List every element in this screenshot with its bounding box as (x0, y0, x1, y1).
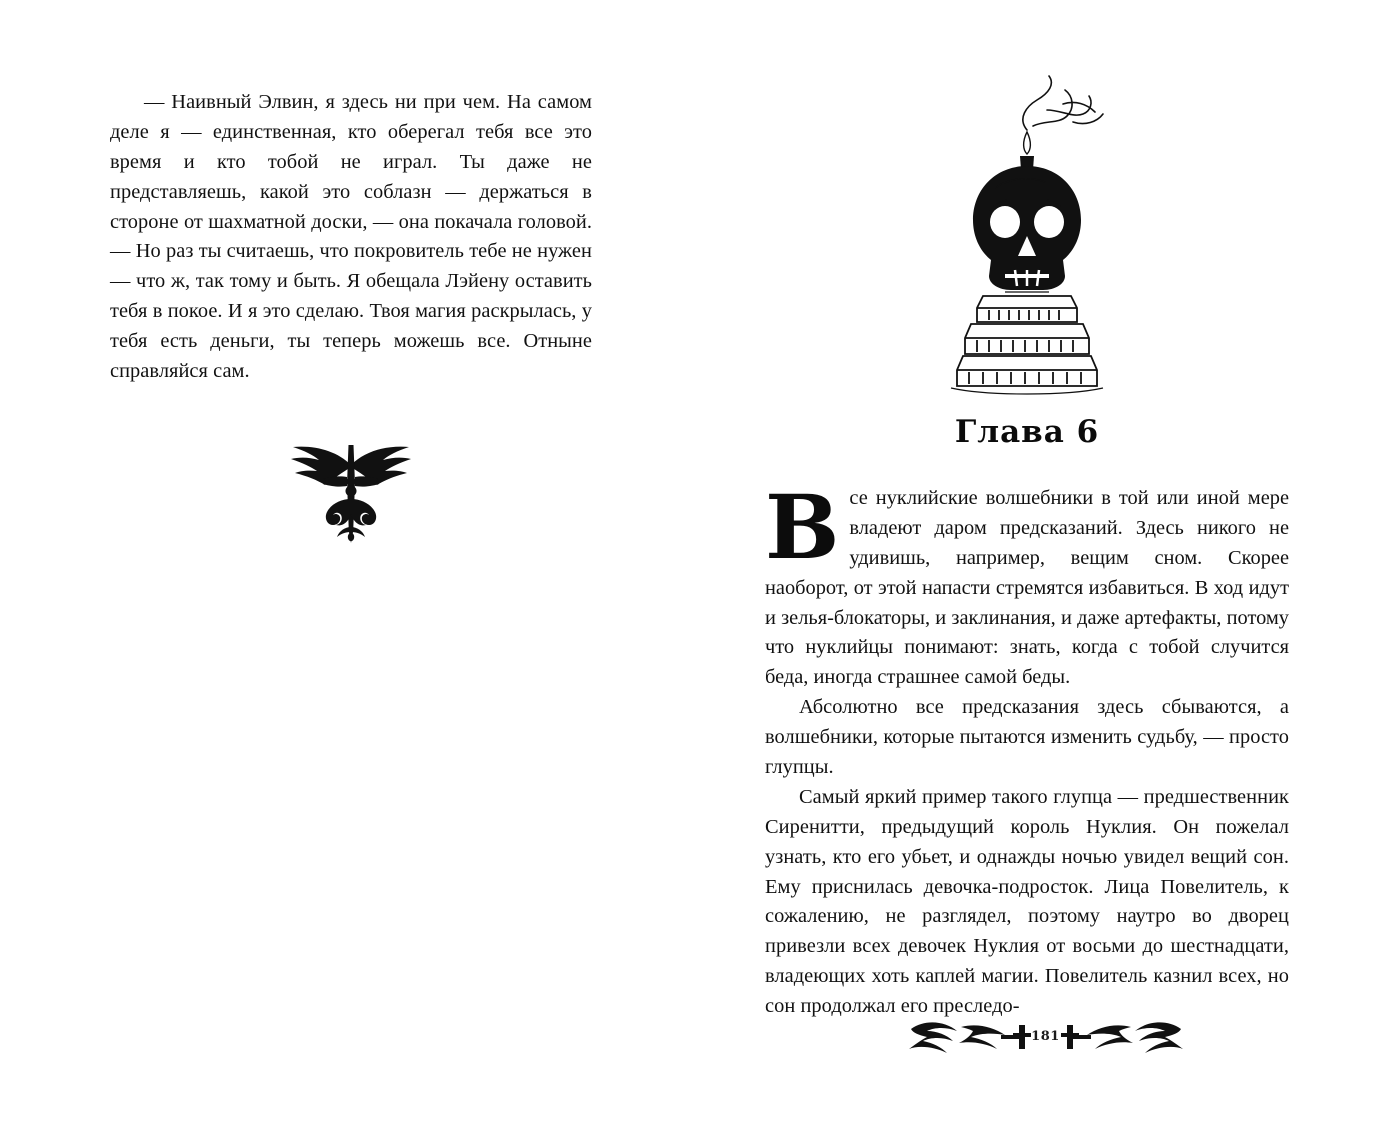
page-number: 181 (1031, 1029, 1060, 1044)
chapter-title: Глава 6 (954, 414, 1100, 450)
winged-cross-ornament (110, 439, 592, 549)
paragraph-with-dropcap (765, 475, 1289, 693)
paragraph: — Наивный Элвин, я здесь ни при чем. На самом деле я — единственная, кто оберегал тебя все это время и кто тобой не играл. Ты даже не представляешь, какой это соблазн — держаться в стороне от шахматной доски, — она покачала головой. — Но раз ты считаешь, что покровитель тебе не нужен — что ж, так тому и быть. Я обещала Лэйену оставить тебя в покое. И я это сделаю. Твоя магия раскрылась, у тебя есть деньги, ты теперь можешь все. Отныне справляйся сам. (110, 91, 592, 383)
paragraph: Самый яркий пример такого глупца — предшественник Сиренитти, предыдущий король Нуклия. Он пожелал узнать, кто его убьет, и однажды ночью увидел вещий сон. Ему приснилась девочка-подросток. Лица Повелитель, к сожалению, не разглядел, поэтому наутро во дворец привезли всех девочек Нуклия от восьми до шестнадцати, владеющих хоть каплей магии. Повелитель казнил всех, но сон продолжал его преследо- (765, 785, 1289, 1018)
drop-cap: В (765, 475, 840, 579)
page-footer (697, 1009, 1394, 1067)
skull-on-books-illustration (765, 70, 1289, 400)
right-page (697, 0, 1394, 1125)
paragraph: Абсолютно все предсказания здесь сбываются, а волшебники, которые пытаются изменить судьбу, — просто глупцы. (765, 696, 1289, 779)
paragraph-text: се нуклийские волшебники в той или иной мере владеют даром предсказаний. Здесь никого не удивишь, например, вещим сном. Скорее наоборот, от этой напасти стремятся избавиться. В ход идут и зелья-блокаторы, и заклинания, и даже артефакты, потому что нуклийцы понимают: знать, когда с тобой случится беда, иногда страшнее самой беды. (765, 487, 1289, 689)
